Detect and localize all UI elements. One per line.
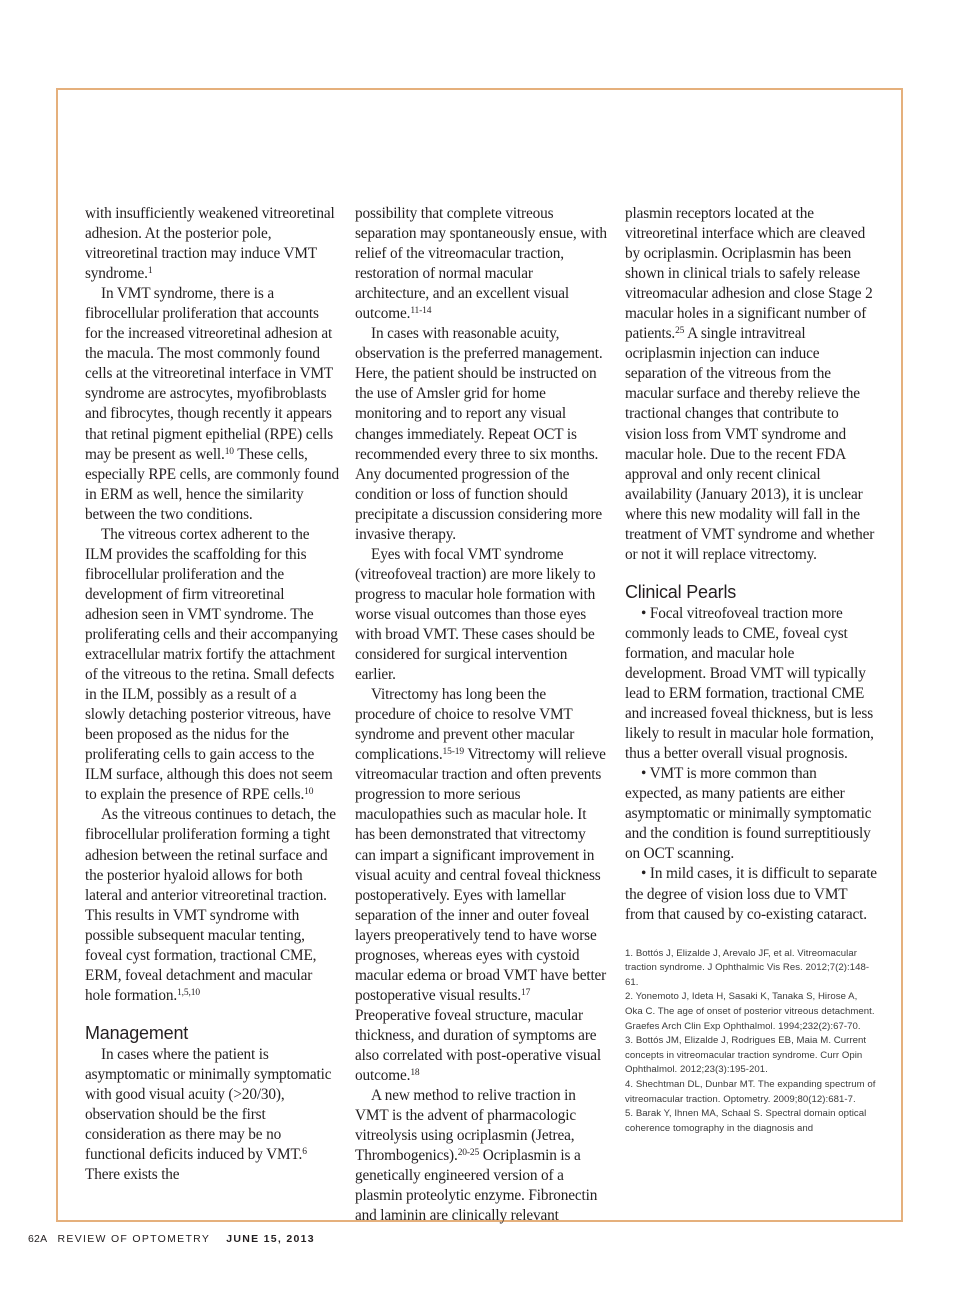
reference-item: 1. Bottós J, Elizalde J, Arevalo JF, et al. Vitreomacular traction syndrome. J Ophthalmic Vis Res. 2012;7(2):148-61.	[625, 947, 870, 988]
bullet-item: • Focal vitreofoveal traction more commonly leads to CME, foveal cyst formation, and macular hole development. Broad VMT will typically lead to ERM formation, tractional CME and increased foveal thickness, but is less likely to result in macular hole formation, thus a better overall visual prognosis.	[625, 604, 874, 763]
bullet-item: • VMT is more common than expected, as many patients are either asymptomatic or minimally symptomatic and the condition is found surreptitiously on OCT scanning.	[625, 765, 872, 863]
reference-item: 3. Bottós JM, Elizalde J, Rodrigues EB, Maia M. Current concepts in vitreomacular traction syndrome. Curr Opin Ophthalmol. 2012;23(3):195-201.	[625, 1035, 867, 1076]
paragraph: with insufficiently weakened vitreoretinal adhesion. At the posterior pole, vitreoretinal traction may induce VMT syndrome.$^1$	[85, 205, 335, 283]
column-1	[85, 204, 339, 1185]
issue-date: JUNE 15, 2013	[226, 1233, 315, 1245]
references-list	[625, 947, 877, 1137]
page-number: 62A	[28, 1233, 48, 1245]
reference-item: 4. Shechtman DL, Dunbar MT. The expanding spectrum of vitreomacular traction. Optometry. 2009;80(12):681-7.	[625, 1078, 876, 1105]
reference-item: 2. Yonemoto J, Ideta H, Sasaki K, Tanaka S, Hirose A, Oka C. The age of onset of posterior vitreous detachment. Graefes Arch Clin Exp Ophthalmol. 1994;232(2):67-70.	[625, 991, 875, 1032]
paragraph: Eyes with focal VMT syndrome (vitreofoveal traction) are more likely to progress to macular hole formation with worse visual outcomes than those eyes with broad VMT. These cases should be considered for surgical intervention earlier.	[355, 545, 596, 684]
paragraph: A new method to relive traction in VMT is the advent of pharmacologic vitreolysis using ocriplasmin (Jetrea, Thrombogenics).$^{20-25}$ Ocriplasmin is a genetically engineered version of a plasmin proteolytic enzyme. Fibronectin and laminin are clinically relevant	[355, 1087, 598, 1225]
column-2	[355, 204, 609, 1226]
section-heading-clinical-pearls: Clinical Pearls	[625, 581, 737, 602]
bullet-item: • In mild cases, it is difficult to separate the degree of vision loss due to VMT from that caused by co-existing cataract.	[625, 865, 877, 923]
column-3	[625, 204, 877, 1136]
paragraph: As the vitreous continues to detach, the fibrocellular proliferation forming a tight adhesion between the retinal surface and the posterior hyaloid allows for both lateral and anterior vitreoretinal traction. This results in VMT syndrome with possible subsequent macular tenting, foveal cyst formation, tractional CME, ERM, foveal detachment and macular hole formation.$^{1,5,10}$	[85, 806, 336, 1004]
journal-name: REVIEW OF OPTOMETRY	[57, 1233, 210, 1245]
paragraph: Vitrectomy has long been the procedure of choice to resolve VMT syndrome and prevent other macular complications.$^{15-19}$ Vitrectomy will relieve vitreomacular traction and often prevents progression to more serious maculopathies such as macular hole. It has been demonstrated that vitrectomy can impart a significant improvement in visual acuity and central foveal thickness postoperatively. Eyes with lamellar separation of the inner and outer foveal layers preoperatively tend to have worse prognoses, whereas eyes with cystoid macular edema or broad VMT have better postoperative visual results.$^{17}$ Preoperative foveal structure, macular thickness, and duration of symptoms are also correlated with post-operative visual outcome.$^{18}$	[355, 686, 607, 1085]
reference-item: 5. Barak Y, Ihnen MA, Schaal S. Spectral domain optical coherence tomography in the diagnosis and	[625, 1108, 867, 1134]
paragraph: plasmin receptors located at the vitreoretinal interface which are cleaved by ocriplasmin. Ocriplasmin has been shown in clinical trials to safely release vitreomacular adhesion and close Stage 2 macular holes in a significant number of patients.$^{25}$ A single intravitreal ocriplasmin injection can induce separation of the vitreous from the macular surface and thereby relieve the tractional changes that contribute to vision loss from VMT syndrome and macular hole. Due to the recent FDA approval and only recent clinical availability (January 2013), it is unclear where this new modality will fall in the treatment of VMT syndrome and whether or not it will replace vitrectomy.	[625, 205, 875, 563]
paragraph: The vitreous cortex adherent to the ILM provides the scaffolding for this fibrocellular proliferation and the development of firm vitreoretinal adhesion seen in VMT syndrome. The proliferating cells and their accompanying extracellular matrix fortify the attachment of the vitreous to the retina. Small defects in the ILM, possibly as a result of a slowly detaching posterior vitreous, have been proposed as the nidus for the proliferating cells to gain access to the ILM surface, although this does not seem to explain the presence of RPE cells.$^{10}$	[85, 525, 338, 804]
paragraph: In VMT syndrome, there is a fibrocellular proliferation that accounts for the increased vitreoretinal adhesion at the macula. The most commonly found cells at the vitreoretinal interface in VMT syndrome are astrocytes, myofibroblasts and fibrocytes, though recently it appears that retinal pigment epithelial (RPE) cells may be present as well.$^{10}$ These cells, especially RPE cells, are commonly found in ERM as well, hence the similarity between the two conditions.	[85, 285, 339, 523]
section-heading-management: Management	[85, 1022, 189, 1043]
paragraph: possibility that complete vitreous separation may spontaneously ensue, with relief of the vitreomacular traction, restoration of normal macular architecture, and an excellent visual outcome.$^{11-14}$	[355, 205, 607, 323]
page-footer	[28, 1233, 315, 1245]
paragraph: In cases with reasonable acuity, observation is the preferred management. Here, the patient should be instructed on the use of Amsler grid for home monitoring and to report any visual changes immediately. Repeat OCT is recommended every three to six months. Any documented progression of the condition or loss of function should precipitate a discussion considering more invasive therapy.	[355, 325, 603, 543]
paragraph: In cases where the patient is asymptomatic or minimally symptomatic with good visual acuity (>20/30), observation should be the first consideration as there may be no functional deficits induced by VMT.$^6$ There exists the	[85, 1045, 332, 1184]
